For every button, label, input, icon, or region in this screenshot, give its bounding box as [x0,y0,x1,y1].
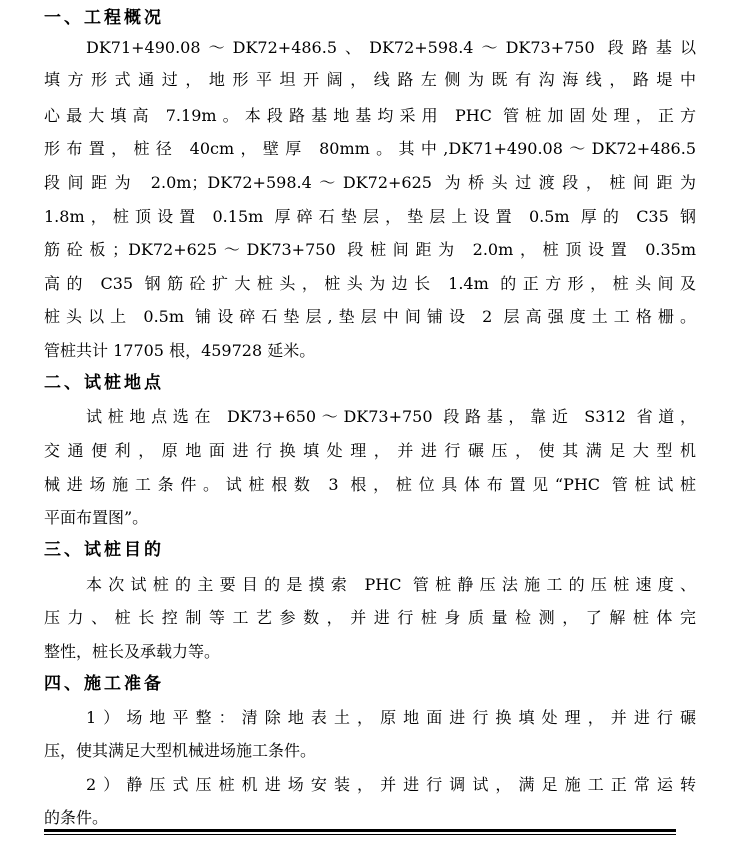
section-heading-overview: 一、工程概况 [44,8,164,28]
paragraph-line: 管桩共计 17705 根，459728 延米。 [44,341,316,360]
paragraph-line: 填方形式通过，地形平坦开阔，线路左侧为既有沟海线，路堤中 [44,70,696,89]
section-heading-preparation: 四、施工准备 [44,674,164,694]
paragraph-line: 的条件。 [44,808,109,827]
paragraph-line: 压力、桩长控制等工艺参数，并进行桩身质量检测，了解桩体完 [44,608,696,627]
paragraph-line: 心最大填高 7.19m。本段路基地基均采用 PHC 管桩加固处理，正方 [44,106,696,125]
footer-rule [44,829,676,832]
paragraph-line: 整性，桩长及承载力等。 [44,642,221,661]
paragraph-line: 1）场地平整：清除地表土，原地面进行换填处理，并进行碾 [86,708,696,727]
paragraph-line: 本次试桩的主要目的是摸索 PHC 管桩静压法施工的压桩速度、 [86,575,696,594]
paragraph-line: 筋砼板；DK72+625～DK73+750 段桩间距为 2.0m，桩顶设置 0.35m [44,240,696,259]
paragraph-line: 高的 C35 钢筋砼扩大桩头，桩头为边长 1.4m 的正方形，桩头间及 [44,274,696,293]
paragraph-line: 2）静压式压桩机进场安装，并进行调试，满足施工正常运转 [86,775,696,794]
paragraph-line: 平面布置图”。 [44,508,149,527]
paragraph-line: 段间距为 2.0m；DK72+598.4～DK72+625 为桥头过渡段，桩间距为 [44,173,696,192]
paragraph-line: 1.8m，桩顶设置 0.15m 厚碎石垫层，垫层上设置 0.5m 厚的 C35 钢 [44,207,696,226]
paragraph-line: 交通便利，原地面进行换填处理，并进行碾压，使其满足大型机 [44,441,696,460]
paragraph-line: 械进场施工条件。试桩根数 3 根，桩位具体布置见“PHC 管桩试桩 [44,475,696,494]
section-heading-test-purpose: 三、试桩目的 [44,540,164,560]
section-heading-test-site: 二、试桩地点 [44,373,164,393]
paragraph-line: 压，使其满足大型机械进场施工条件。 [44,741,317,760]
paragraph-line: 试桩地点选在 DK73+650～DK73+750 段路基，靠近 S312 省道， [86,407,696,426]
footer-rule-thin [44,834,676,835]
paragraph-line: DK71+490.08～DK72+486.5、DK72+598.4～DK73+750 段路基以 [86,38,696,57]
paragraph-line: 桩头以上 0.5m 铺设碎石垫层,垫层中间铺设 2 层高强度土工格栅。 [44,307,696,326]
paragraph-line: 形布置，桩径 40cm，壁厚 80mm。其中,DK71+490.08～DK72+486.5 [44,139,696,158]
